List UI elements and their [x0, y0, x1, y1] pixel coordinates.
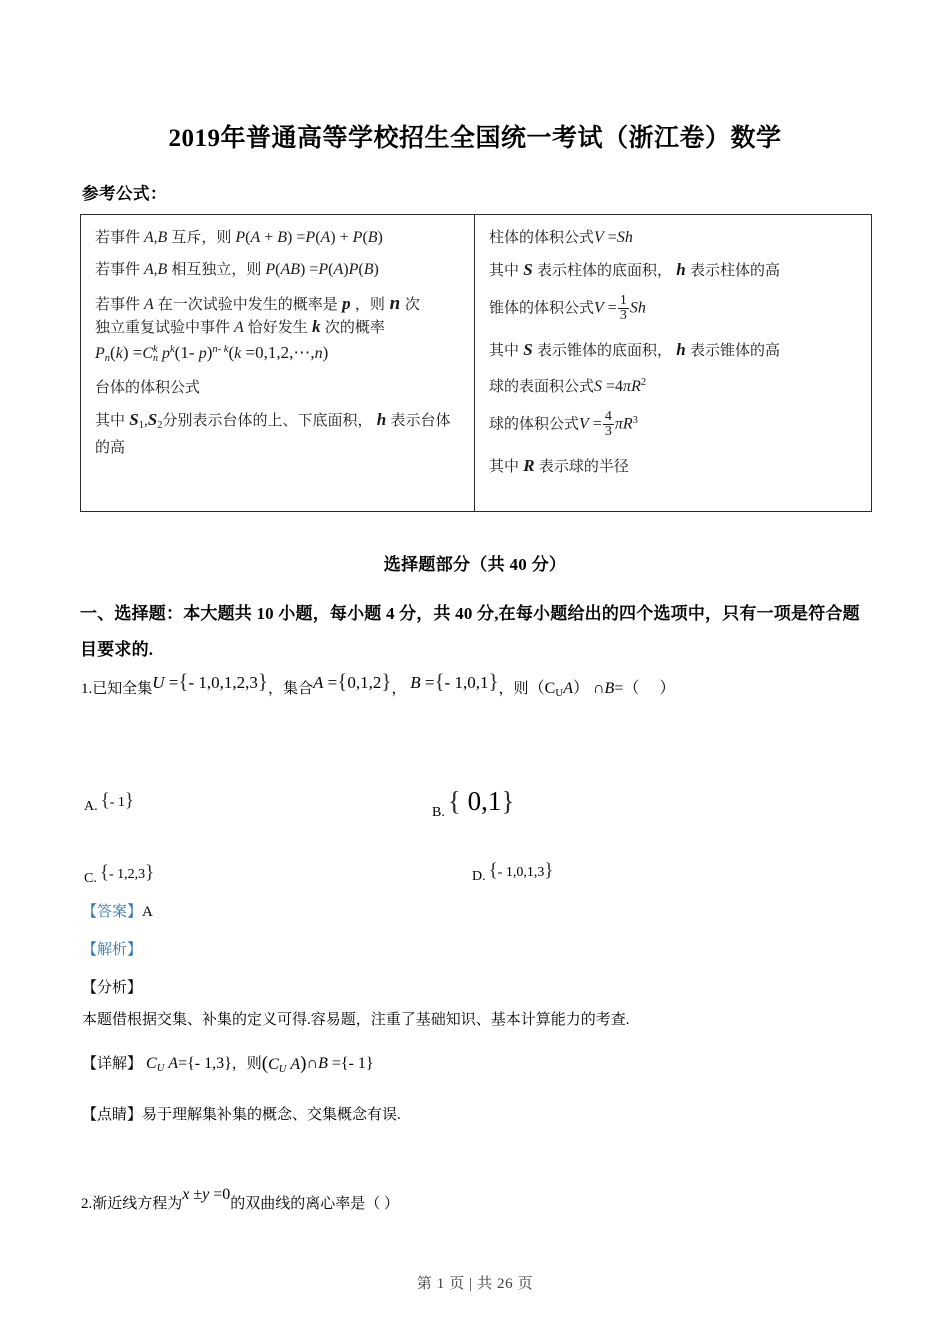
fraction-denominator: 3: [604, 423, 612, 439]
jiexi-tag: 【解析】: [82, 942, 143, 958]
question-1-text-a: 已知全集: [92, 681, 153, 697]
formula-sphere-surface: 球的表面积公式$S =4\pi R^2$: [489, 377, 647, 395]
dianjing-tag: 【点睛】: [82, 1107, 143, 1123]
fraction-denominator: 3: [619, 308, 627, 323]
xiangjie-line: 【详解】 $C_U$ A={- 1,3}，则($C_U$ A)∩B ={- 1}: [82, 1053, 374, 1075]
jiexi-line: [82, 940, 142, 960]
fenxi-tag: 【分析】: [82, 980, 143, 996]
question-1-number: 1.: [81, 681, 93, 697]
text-mid: 互斥，则: [171, 230, 232, 246]
fenxi-text: 本题借根据交集、补集的定义可得.容易题，注重了基础知识、基本计算能力的考查.: [82, 1012, 630, 1028]
formula-sphere-volume: 球的体积公式V = $\frac{4}{3}$ $\pi R^3$: [489, 408, 638, 439]
answer-tag: 【答案】: [82, 904, 143, 920]
formula-sphere-note: 其中 R 表示球的半径: [489, 455, 629, 475]
fraction-numerator: 4: [604, 408, 612, 424]
frustum-text-2: 分别表示台体的上、下底面积，: [162, 412, 373, 429]
question-1-option-d[interactable]: D. {- 1,0,1,3}: [472, 860, 554, 884]
formula-mutually-exclusive: 若事件 A,B 互斥，则 P(A + B) =P(A) + P(B): [95, 229, 383, 246]
section-instructions: 一、选择题：本大题共 10 小题，每小题 4 分，共 40 分,在每小题给出的四个选项中，只有一项是符合题目要求的.: [80, 604, 860, 659]
formula-frustum-title: 台体的体积公式: [95, 379, 201, 396]
formula-cone-note: 其中 S 表示锥体的底面积， h 表示锥体的高: [489, 340, 780, 359]
section-heading: 选择题部分（共 40 分）: [383, 555, 567, 574]
binomial-text-4: 次: [404, 297, 420, 313]
question-1-stem: 1.已知全集U ={- 1,0,1,2,3}，集合A ={0,1,2}， B ={- 1,0,1}，则$(C_UA)$ ∩B=（ ）: [81, 669, 676, 700]
option-b-label: B.: [432, 805, 445, 820]
formula-prism-note: 其中 S 表示柱体的底面积， h 表示柱体的高: [489, 260, 780, 279]
question-1-option-c[interactable]: C. {- 1,2,3}: [84, 862, 155, 886]
binomial-text-6: 恰好发生: [247, 320, 308, 336]
prism-note-3: 表示柱体的高: [689, 263, 780, 279]
cone-note-3: 表示锥体的高: [689, 343, 780, 359]
prism-note-1: 其中: [489, 263, 520, 279]
sphere-note-2: 表示球的半径: [538, 458, 629, 475]
question-1-option-b[interactable]: B. { 0,1}: [432, 786, 515, 820]
sphere-volume-label: 球的体积公式: [489, 416, 580, 433]
frustum-text-1: 其中: [95, 412, 126, 429]
prism-note-2: 表示柱体的底面积，: [536, 263, 672, 279]
option-c-label: C.: [84, 871, 97, 886]
formulas-left-column: [81, 215, 474, 473]
text-prefix: 若事件: [95, 230, 141, 246]
text-mid: 相互独立，则: [171, 262, 262, 278]
formula-prism-volume: 柱体的体积公式V =Sh: [489, 229, 633, 246]
fraction-one-third: [618, 294, 629, 323]
dianjing-text: 易于理解集补集的概念、交集概念有误.: [142, 1107, 401, 1123]
sphere-surface-label: 球的表面积公式: [489, 378, 595, 395]
formula-cone-volume: 锥体的体积公式V = $\frac{1}{3}$ Sh: [489, 293, 646, 323]
xiangjie-mid: ，则: [231, 1056, 262, 1072]
question-2-number: 2.: [81, 1196, 93, 1212]
question-2-text-b: 的双曲线的离心率是（ ）: [230, 1196, 400, 1212]
cone-note-1: 其中: [489, 343, 520, 359]
formula-independent: 若事件 A,B 相互独立，则 P(AB) =P(A)P(B): [95, 261, 379, 278]
question-1-option-a[interactable]: A. {- 1}: [84, 790, 135, 814]
dianjing-line: [82, 1105, 401, 1125]
question-1-text-c: ，: [391, 681, 407, 697]
formula-frustum-note: 其中 $S_1,S_2$分别表示台体的上、下底面积， h 表示台体的高: [95, 409, 451, 456]
question-2-text-a: 渐近线方程为: [92, 1196, 183, 1212]
question-2-stem: 2.渐近线方程为x ±y =0的双曲线的离心率是（ ）: [81, 1186, 400, 1212]
option-d-label: D.: [472, 869, 486, 884]
answer-line: [82, 902, 153, 922]
binomial-text-5: 独立重复试验中事件: [95, 320, 231, 336]
frustum-text-3: 表示台体的高: [95, 412, 451, 456]
prism-label: 柱体的体积公式: [489, 230, 595, 246]
formulas-right-column: [475, 215, 871, 490]
fraction-numerator: 1: [619, 293, 627, 308]
binomial-text-1: 若事件: [95, 297, 141, 313]
cone-note-2: 表示锥体的底面积，: [536, 343, 672, 359]
fraction-four-thirds: [603, 410, 614, 439]
reference-formulas-label: 参考公式：: [82, 184, 167, 203]
question-1-text-b: ，集合: [268, 681, 314, 697]
option-a-label: A.: [84, 799, 98, 814]
sphere-note-1: 其中: [489, 458, 520, 475]
fenxi-line: [82, 978, 142, 998]
page-footer: 第 1 页 | 共 26 页: [416, 1276, 534, 1292]
cone-label: 锥体的体积公式: [489, 300, 595, 317]
formula-binomial: 若事件 A 在一次试验中发生的概率是 p ，则 n 次 独立重复试验中事件 A 恰好发生 k 次的概率 $P_n(k) =C$ k n $p^k(1-$ p)$^{n- k}$(k =0,1,2,⋯,n): [95, 293, 420, 364]
xiangjie-tag: 【详解】: [82, 1056, 143, 1072]
binomial-text-7: 次的概率: [324, 320, 385, 336]
binomial-text-3: ，则: [354, 297, 385, 313]
answer-value: A: [142, 904, 153, 920]
reference-formulas-table: [80, 214, 872, 512]
binomial-text-2: 在一次试验中发生的概率是: [157, 297, 338, 313]
question-1-text-d: ，则: [498, 681, 529, 697]
text-prefix: 若事件: [95, 262, 141, 278]
page-title: 2019年普通高等学校招生全国统一考试（浙江卷）数学: [168, 125, 782, 152]
